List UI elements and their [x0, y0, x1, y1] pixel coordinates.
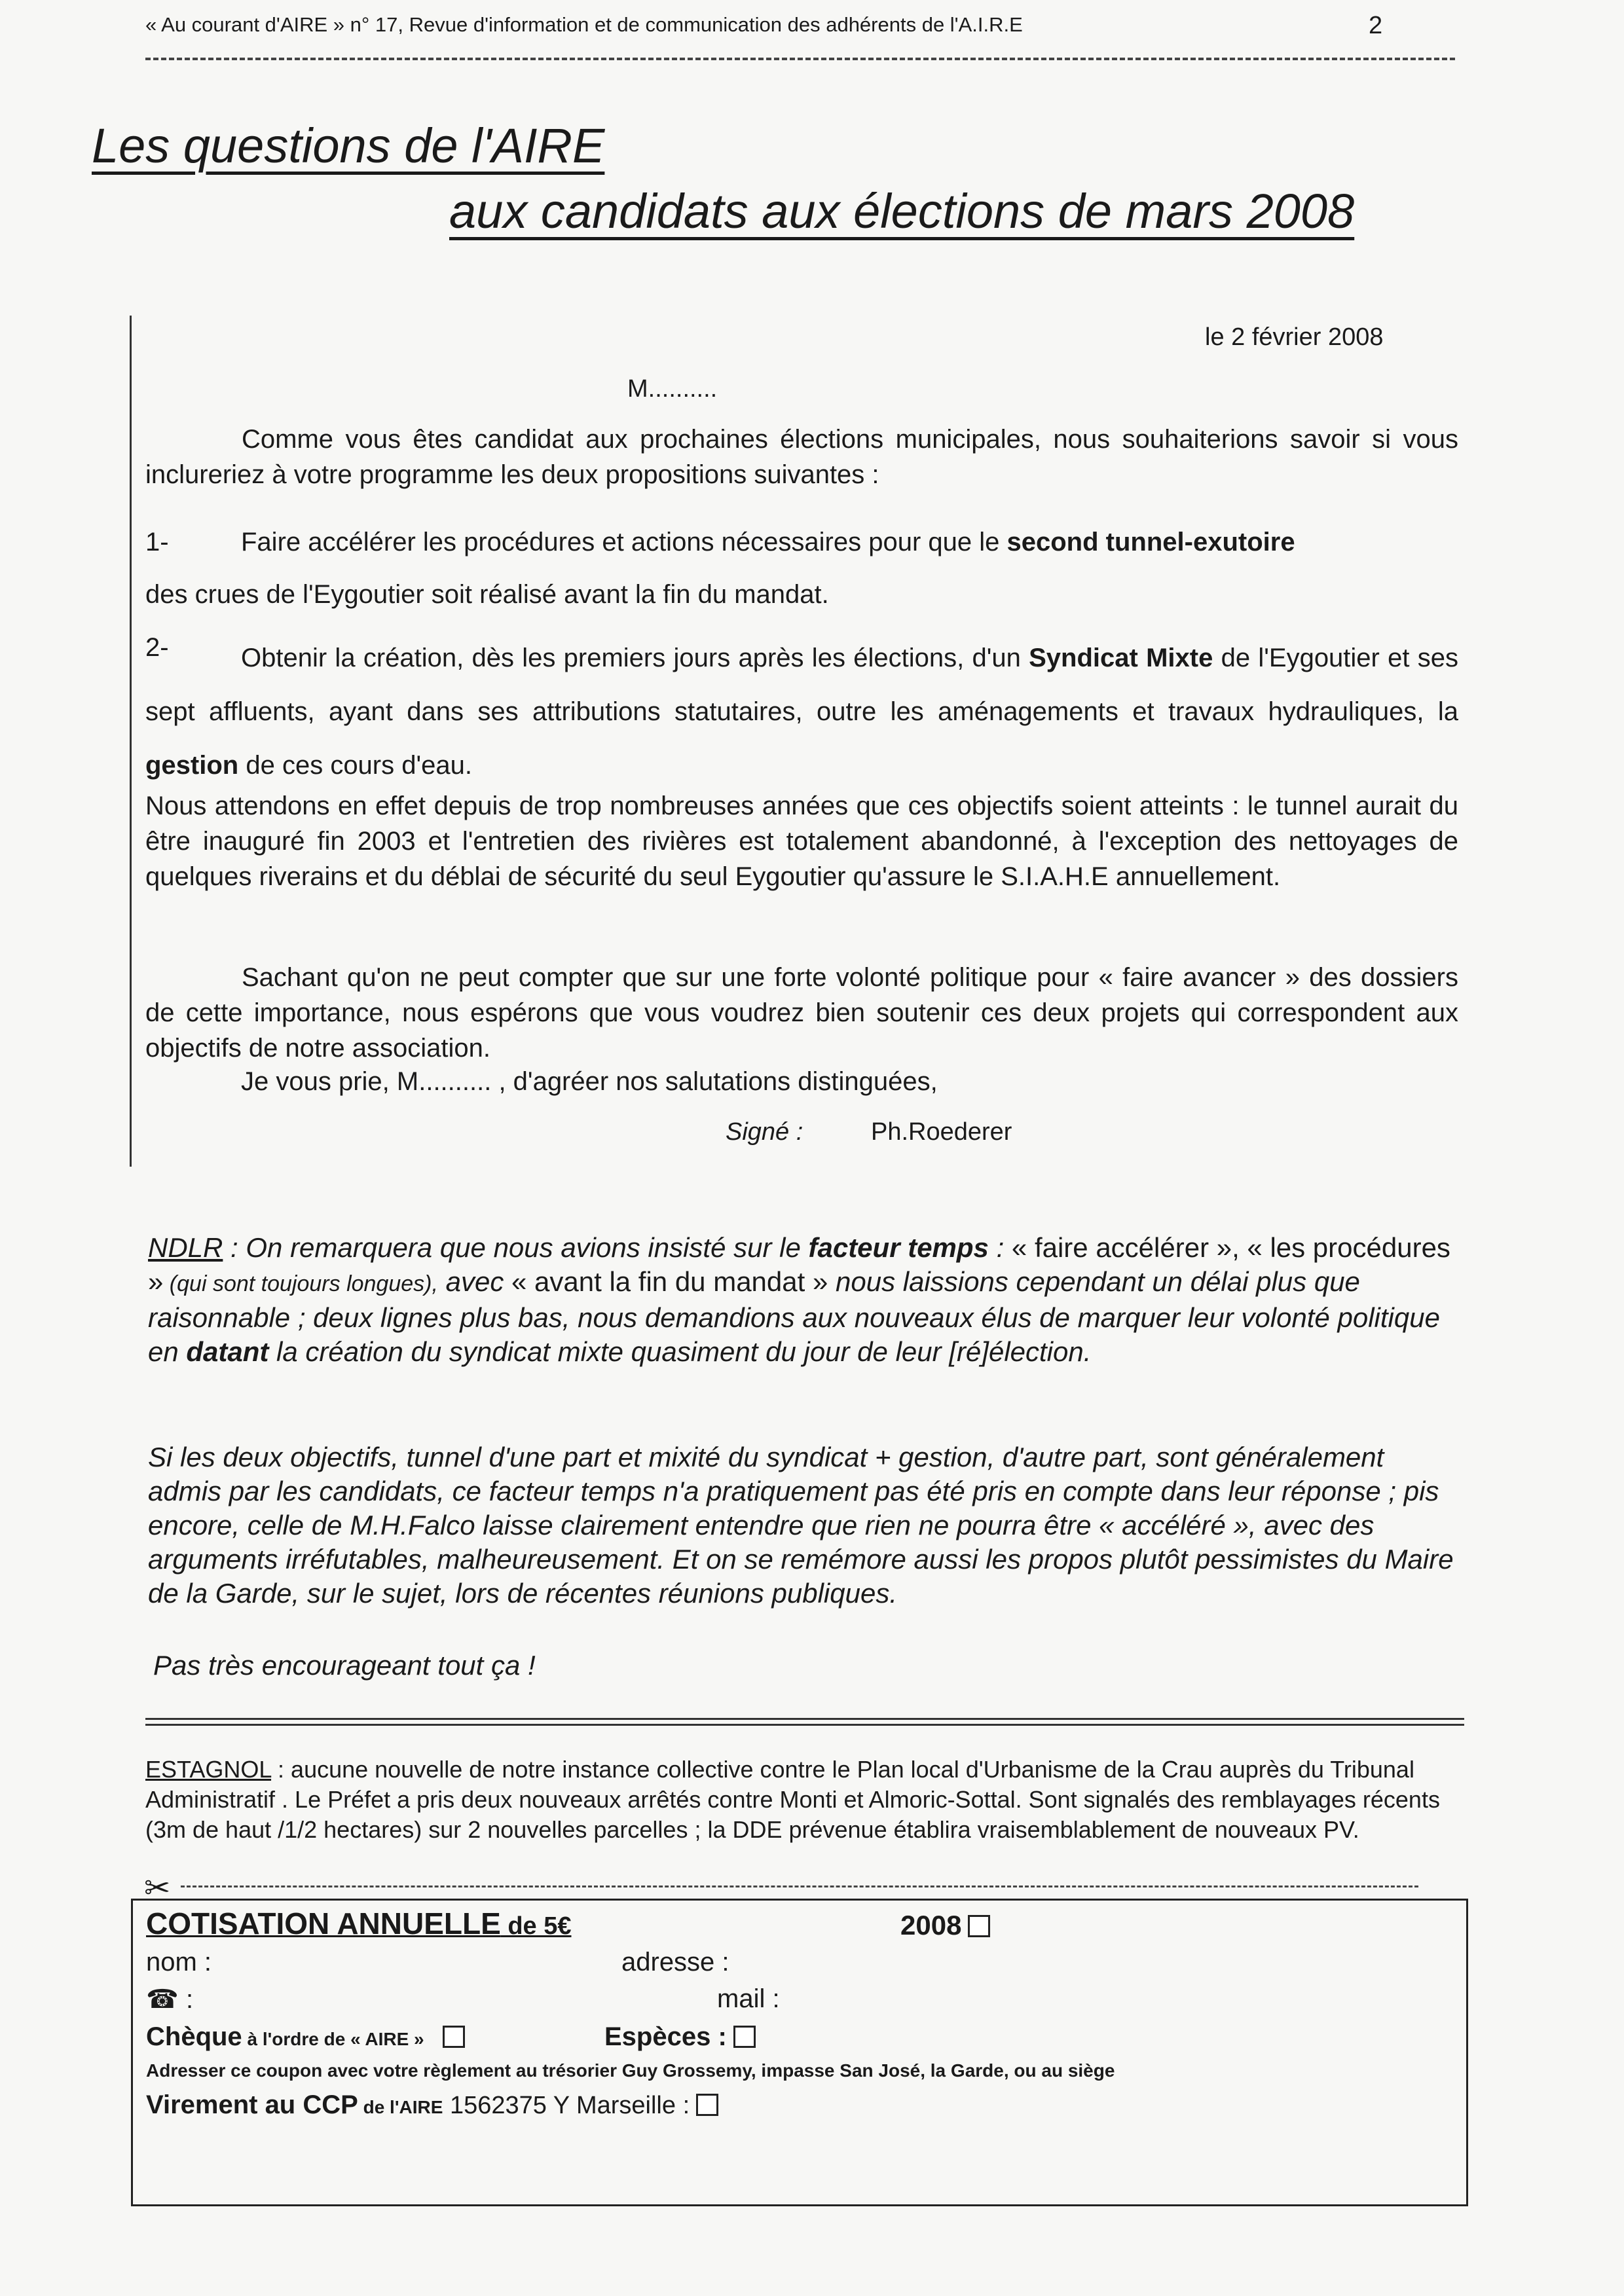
transfer-option — [146, 2090, 718, 2120]
ndlr-quote-2: « avant la fin du mandat » — [511, 1266, 828, 1297]
proposal-2-text-c: de ces cours d'eau. — [238, 751, 472, 780]
proposal-2-bold-1: Syndicat Mixte — [1029, 644, 1213, 672]
address-field-label: adresse : — [621, 1948, 729, 1977]
ndlr-text-d: nous laissions cependant un délai plus que raisonnable ; deux lignes plus bas, nous demandions aux nouveaux élus de marquer leur volonté politique en — [148, 1266, 1440, 1367]
proposal-2-bold-2: gestion — [145, 751, 239, 780]
ndlr-text-a: : On remarquera que nous avions insisté sur le — [223, 1232, 809, 1263]
ndlr-bold-1: facteur temps — [808, 1232, 989, 1263]
proposal-2-text-b: de l'Eygoutier et ses sept affluents, ayant dans ses attributions statutaires, outre les aménagements et travaux hydrauliques, la — [145, 644, 1459, 726]
ndlr-small-note: (qui sont toujours longues), — [163, 1271, 438, 1296]
signature-name: Ph.Roederer — [871, 1118, 1012, 1146]
phone-field-label — [146, 1984, 193, 2014]
letter-waiting-paragraph: Nous attendons en effet depuis de trop nombreuses années que ces objectifs soient atteints : le tunnel aurait du être inauguré fin 2003 et l'entretien des rivières est totalement abandonné, à l'exception des nettoyages de quelques riverains et du déblai de sécurité du seul Eygoutier qu'assure le S.I.A.H.E annuellement. — [145, 792, 1458, 891]
ndlr-text-e: la création du syndicat mixte quasiment du jour de leur [ré]élection. — [268, 1336, 1092, 1367]
ndlr-text-c: avec — [437, 1266, 511, 1297]
scissors-icon: ✂ — [144, 1871, 171, 1906]
estagnol-text: : aucune nouvelle de notre instance collective contre le Plan local d'Urbanisme de la Crau auprès du Tribunal Administratif . Le Préfet a pris deux nouveaux arrêtés contre Monti et Almoric-Sottal. Sont signalés des remblayages récents (3m de haut /1/2 hectares) sur 2 nouvelles parcelles ; la DDE prévenue établira vraisemblablement de nouveaux PV. — [145, 1756, 1440, 1843]
page-number: 2 — [1369, 12, 1383, 39]
proposal-1-number: 1- — [145, 528, 169, 556]
proposal-1-bold: second tunnel-exutoire — [1006, 528, 1295, 556]
cheque-option — [146, 2022, 465, 2052]
cheque-payee: à l'ordre de « AIRE » — [242, 2029, 424, 2049]
membership-coupon — [131, 1899, 1468, 2206]
estagnol-label: ESTAGNOL — [145, 1756, 272, 1783]
transfer-label: Virement au CCP — [146, 2090, 358, 2119]
proposal-1-text — [241, 528, 1295, 557]
letter-closing-paragraph: Sachant qu'on ne peut compter que sur une forte volonté politique pour « faire avancer » des dossiers de cette importance, nous espérons que vous voudrez bien soutenir ces deux projets qui correspondent aux objectifs de notre association. — [145, 963, 1458, 1063]
phone-icon: ☎ — [146, 1985, 179, 2014]
estagnol-paragraph — [145, 1755, 1462, 1845]
coupon-title-text: COTISATION ANNUELLE — [146, 1906, 501, 1941]
cash-checkbox[interactable] — [733, 2026, 756, 2048]
ndlr-text-b: : — [988, 1232, 1012, 1263]
mailing-instructions: Adresser ce coupon avec votre règlement au trésorier Guy Grossemy, impasse San José, la Garde, ou au siège — [146, 2060, 1115, 2081]
phone-label: : — [178, 1985, 194, 2014]
letter-date: le 2 février 2008 — [1205, 323, 1384, 351]
proposal-2-number: 2- — [145, 633, 169, 662]
page-title-line-2: aux candidats aux élections de mars 2008 — [449, 184, 1355, 238]
proposal-2-text-a: Obtenir la création, dès les premiers jours après les élections, d'un — [241, 644, 1029, 672]
year-checkbox[interactable] — [968, 1915, 990, 1937]
cash-label: Espèces : — [604, 2022, 727, 2051]
cut-line — [181, 1886, 1418, 1887]
letter-greeting: Je vous prie, M.......... , d'agréer nos salutations distinguées, — [241, 1067, 938, 1096]
letter-intro-paragraph: Comme vous êtes candidat aux prochaines élections municipales, nous souhaiterions savoir si vous inclureriez à votre programme les deux propositions suivantes : — [145, 425, 1458, 489]
cash-option — [604, 2022, 756, 2052]
ndlr-paragraph-2: Si les deux objectifs, tunnel d'une part et mixité du syndicat + gestion, d'autre part, sont généralement admis par les candidats, ce facteur temps n'a pratiquement pas été pris en compte dans leur réponse ; pis encore, celle de M.H.Falco laisse clairement entendre que rien ne pourra être « accéléré », avec des arguments irréfutables, malheureusement. Et on se remémore aussi les propos plutôt pessimistes du Maire de la Garde, sur le sujet, lors de récentes réunions publiques. — [148, 1442, 1454, 1609]
ccp-number: 1562375 Y Marseille : — [443, 2092, 690, 2119]
transfer-owner: de l'AIRE — [358, 2097, 443, 2117]
cheque-checkbox[interactable] — [443, 2026, 465, 2048]
mail-field-label: mail : — [717, 1984, 780, 2013]
proposal-2-text — [145, 631, 1458, 792]
ndlr-paragraph — [148, 1231, 1458, 1369]
name-field-label: nom : — [146, 1948, 212, 1977]
proposal-1-text-a: Faire accélérer les procédures et actions nécessaires pour que le — [241, 528, 1007, 556]
transfer-checkbox[interactable] — [696, 2094, 718, 2116]
signature-label: Signé : — [726, 1118, 803, 1146]
ndlr-label: NDLR — [148, 1232, 223, 1263]
ndlr-quote-1: « faire accélérer », « les procédures » — [148, 1232, 1450, 1297]
cheque-label: Chèque — [146, 2022, 242, 2051]
letter-margin-line — [130, 316, 132, 1167]
section-divider — [145, 1718, 1464, 1726]
coupon-year-label: 2008 — [900, 1910, 962, 1941]
coupon-title-amount: de 5€ — [500, 1912, 572, 1940]
letter-salutation: M.......... — [627, 375, 718, 403]
coupon-title — [146, 1906, 572, 1941]
ndlr-bold-2: datant — [186, 1336, 269, 1367]
running-header: « Au courant d'AIRE » n° 17, Revue d'information et de communication des adhérents de l'A.I.R.E — [145, 13, 1023, 36]
header-divider — [145, 58, 1455, 60]
ndlr-conclusion: Pas très encourageant tout ça ! — [153, 1650, 536, 1681]
proposal-1-continuation: des crues de l'Eygoutier soit réalisé avant la fin du mandat. — [145, 580, 829, 609]
coupon-year — [900, 1910, 990, 1941]
page-title-line-1: Les questions de l'AIRE — [92, 118, 605, 173]
